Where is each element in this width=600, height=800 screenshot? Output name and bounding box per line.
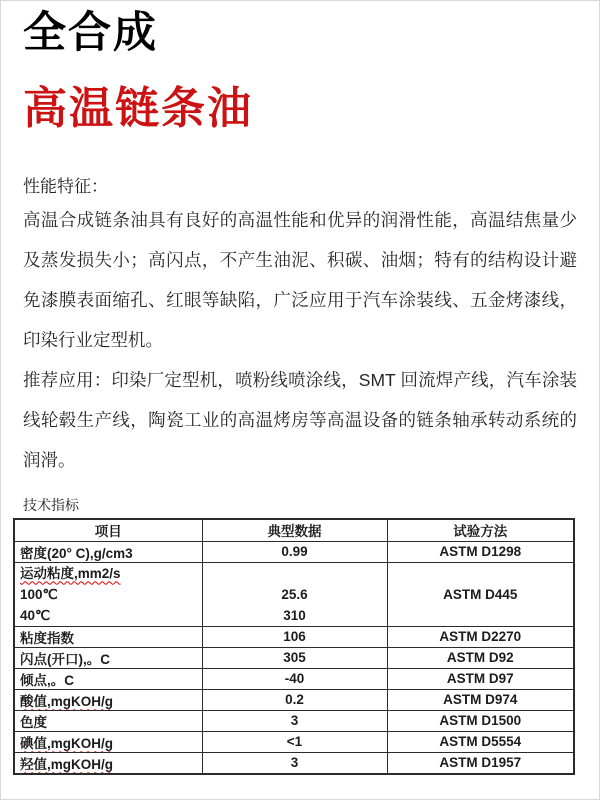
spec-value: -40	[202, 668, 387, 689]
spec-method: ASTM D5554	[387, 731, 574, 752]
table-row	[14, 710, 574, 731]
table-row	[14, 752, 574, 774]
spec-value: 0.2	[202, 689, 387, 710]
spec-item: 倾点,。C	[14, 668, 202, 689]
spec-method: ASTM D1957	[387, 752, 574, 774]
spec-value: 305	[202, 647, 387, 668]
spec-value-line: 25.6	[281, 586, 308, 602]
spec-value: 3	[202, 752, 387, 774]
spec-item-line: 40℃	[20, 607, 51, 623]
table-row	[14, 541, 574, 562]
spec-method: ASTM D1298	[387, 541, 574, 562]
performance-paragraph: 高温合成链条油具有良好的高温性能和优异的润滑性能，高温结焦量少及蒸发损失小；高闪点，不产生油泥、积碳、油烟；特有的结构设计避免漆膜表面缩孔、红眼等缺陷，广泛应用于汽车涂装线、五金烤漆线，印染行业定型机。	[23, 210, 577, 351]
spec-value: 106	[202, 626, 387, 647]
spec-item: 粘度指数	[14, 626, 202, 647]
spec-item: 羟值,mgKOH/g	[14, 752, 202, 774]
spec-value: 3	[202, 710, 387, 731]
spec-value: 0.99	[202, 541, 387, 562]
table-row	[14, 731, 574, 752]
spec-method: ASTM D2270	[387, 626, 574, 647]
spec-method: ASTM D1500	[387, 710, 574, 731]
spec-value	[202, 562, 387, 626]
spec-value-line: 310	[283, 607, 306, 623]
spec-value-line	[208, 563, 382, 584]
spec-item: 密度(20° C),g/cm3	[14, 541, 202, 562]
table-title: 技术指标	[23, 497, 79, 514]
table-header-item: 项目	[14, 519, 202, 541]
spec-method: ASTM D974	[387, 689, 574, 710]
spec-table	[13, 518, 575, 775]
table-header-value: 典型数据	[202, 519, 387, 541]
applications-paragraph: 推荐应用：印染厂定型机，喷粉线喷涂线，SMT 回流焊产线，汽车涂装线轮毂生产线，陶瓷工业的高温烤房等高温设备的链条轴承转动系统的润滑。	[23, 370, 577, 471]
table-row	[14, 689, 574, 710]
performance-heading: 性能特征：	[23, 177, 108, 197]
spec-item: 酸值,mgKOH/g	[14, 689, 202, 710]
table-header-method: 试验方法	[387, 519, 574, 541]
spec-value: <1	[202, 731, 387, 752]
spec-method: ASTM D97	[387, 668, 574, 689]
spec-item-line: 运动粘度,mm2/s	[20, 565, 121, 581]
table-row-viscosity	[14, 562, 574, 626]
table-row	[14, 626, 574, 647]
spec-item-line: 100℃	[20, 586, 58, 602]
table-row	[14, 647, 574, 668]
table-header-row	[14, 519, 574, 541]
spec-method: ASTM D92	[387, 647, 574, 668]
spec-item: 色度	[14, 710, 202, 731]
spec-method: ASTM D445	[387, 562, 574, 626]
table-row	[14, 668, 574, 689]
page-title-accent: 高温链条油	[23, 84, 253, 134]
spec-item: 闪点(开口),。C	[14, 647, 202, 668]
spec-item	[14, 562, 202, 626]
spec-item: 碘值,mgKOH/g	[14, 731, 202, 752]
page-title-primary: 全合成	[23, 9, 158, 57]
